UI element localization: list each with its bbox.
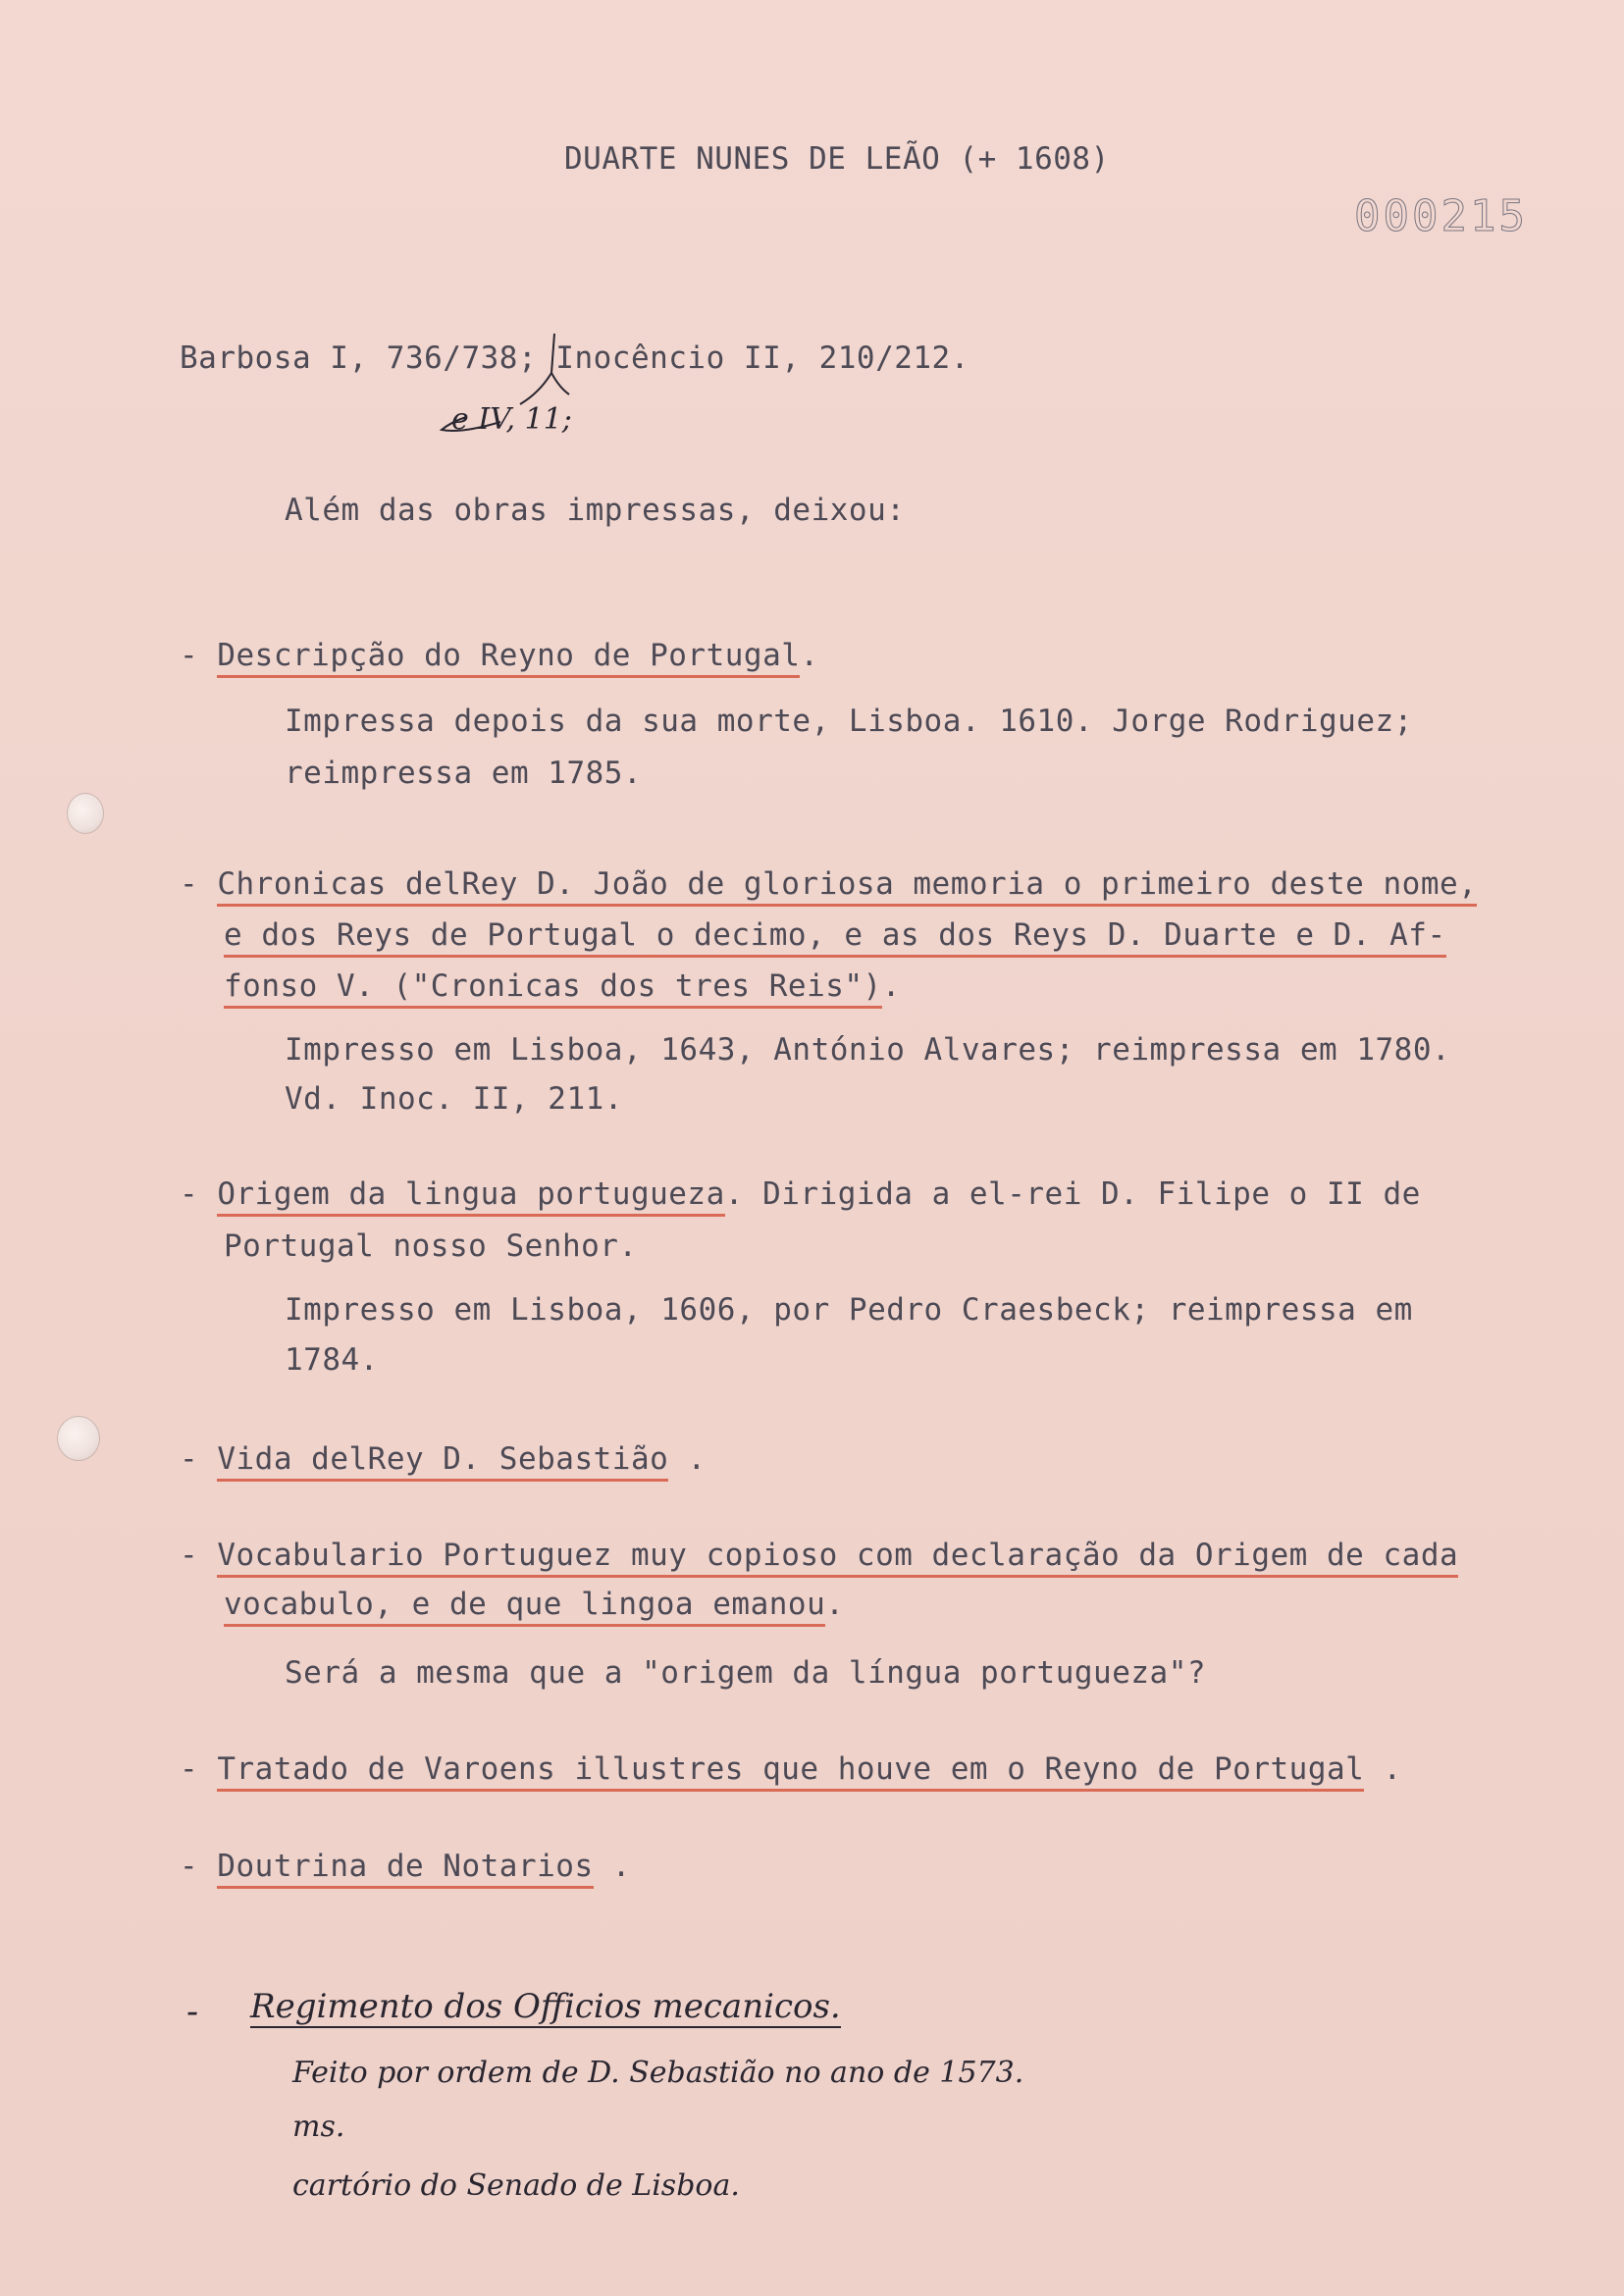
work-title-line: fonso V. ("Cronicas dos tres Reis") [224,968,882,1009]
work-title: Doutrina de Notarios [217,1849,593,1889]
handwritten-line: cartório do Senado de Lisboa. [292,2168,740,2203]
work-note: Vd. Inoc. II, 211. [285,1081,623,1117]
work-title-cont [224,915,1446,955]
archive-stamp-number: 000215 [1354,191,1528,241]
intro-text: Além das obras impressas, deixou: [285,493,906,528]
work-title: Vida delRey D. Sebastião [217,1441,668,1482]
reference-separator: ; [517,340,538,376]
reference-inocencio: Inocêncio II, 210/212. [537,340,969,376]
work-title-line: Chronicas delRey D. João de gloriosa memoria o primeiro deste nome, [217,866,1477,907]
work-title: Origem da lingua portugueza [217,1176,724,1217]
work-note: 1784. [285,1342,379,1378]
work-note: Impresso em Lisboa, 1606, por Pedro Craesbeck; reimpressa em [285,1292,1413,1328]
reference-barbosa: Barbosa I, 736/738 [180,340,518,376]
work-title-end: . [800,638,819,673]
list-dash: - [180,1441,199,1477]
work-entry [180,1749,1402,1789]
work-title-line: vocabulo, e de que lingoa emanou [224,1587,825,1627]
handwritten-insert: e IV, 11; [451,402,572,437]
work-note: Impressa depois da sua morte, Lisboa. 1610. Jorge Rodriguez; [285,704,1413,739]
work-title-cont [224,1585,844,1624]
punch-hole-bottom [57,1416,100,1461]
handwritten-title [250,1987,841,2026]
list-dash: - [180,1849,199,1884]
work-title-rest: . Dirigida a el-rei D. Filipe o II de [724,1176,1421,1212]
handwritten-dash: - [186,1992,199,2032]
page-title: DUARTE NUNES DE LEÃO (+ 1608) [564,141,1110,177]
work-title-end: . [687,1441,707,1477]
handwritten-line: ms. [292,2110,345,2144]
work-title-end: . [825,1587,845,1622]
punch-hole-top [67,793,104,834]
work-title-cont [224,966,901,1006]
work-entry [180,864,1477,904]
work-title-end: . [611,1849,631,1884]
work-entry [180,1439,707,1479]
handwritten-title-text: Regimento dos Officios mecanicos. [250,1987,841,2026]
handwritten-line: Feito por ordem de D. Sebastião no ano de 1573. [292,2056,1024,2090]
work-note: Impresso em Lisboa, 1643, António Alvares; reimpressa em 1780. [285,1032,1451,1068]
list-dash: - [180,866,199,902]
work-title: Tratado de Varoens illustres que houve em o Reyno de Portugal [217,1751,1364,1792]
work-entry [180,1174,1421,1214]
work-title-cont: Portugal nosso Senhor. [224,1228,638,1264]
work-title-end: . [1383,1751,1402,1787]
work-note: Será a mesma que a "origem da língua portugueza"? [285,1655,1207,1691]
list-dash: - [180,1176,199,1212]
work-entry [180,1847,631,1886]
work-title: Descripção do Reyno de Portugal [217,638,800,678]
work-title-line: Vocabulario Portuguez muy copioso com declaração da Origem de cada [217,1538,1458,1578]
work-note: reimpressa em 1785. [285,756,643,791]
list-dash: - [180,638,199,673]
list-dash: - [180,1751,199,1787]
work-title-line: e dos Reys de Portugal o decimo, e as dos Reys D. Duarte e D. Af- [224,917,1446,958]
work-entry [180,1536,1458,1575]
list-dash: - [180,1538,199,1573]
work-entry [180,636,819,675]
work-title-end: . [881,968,901,1004]
